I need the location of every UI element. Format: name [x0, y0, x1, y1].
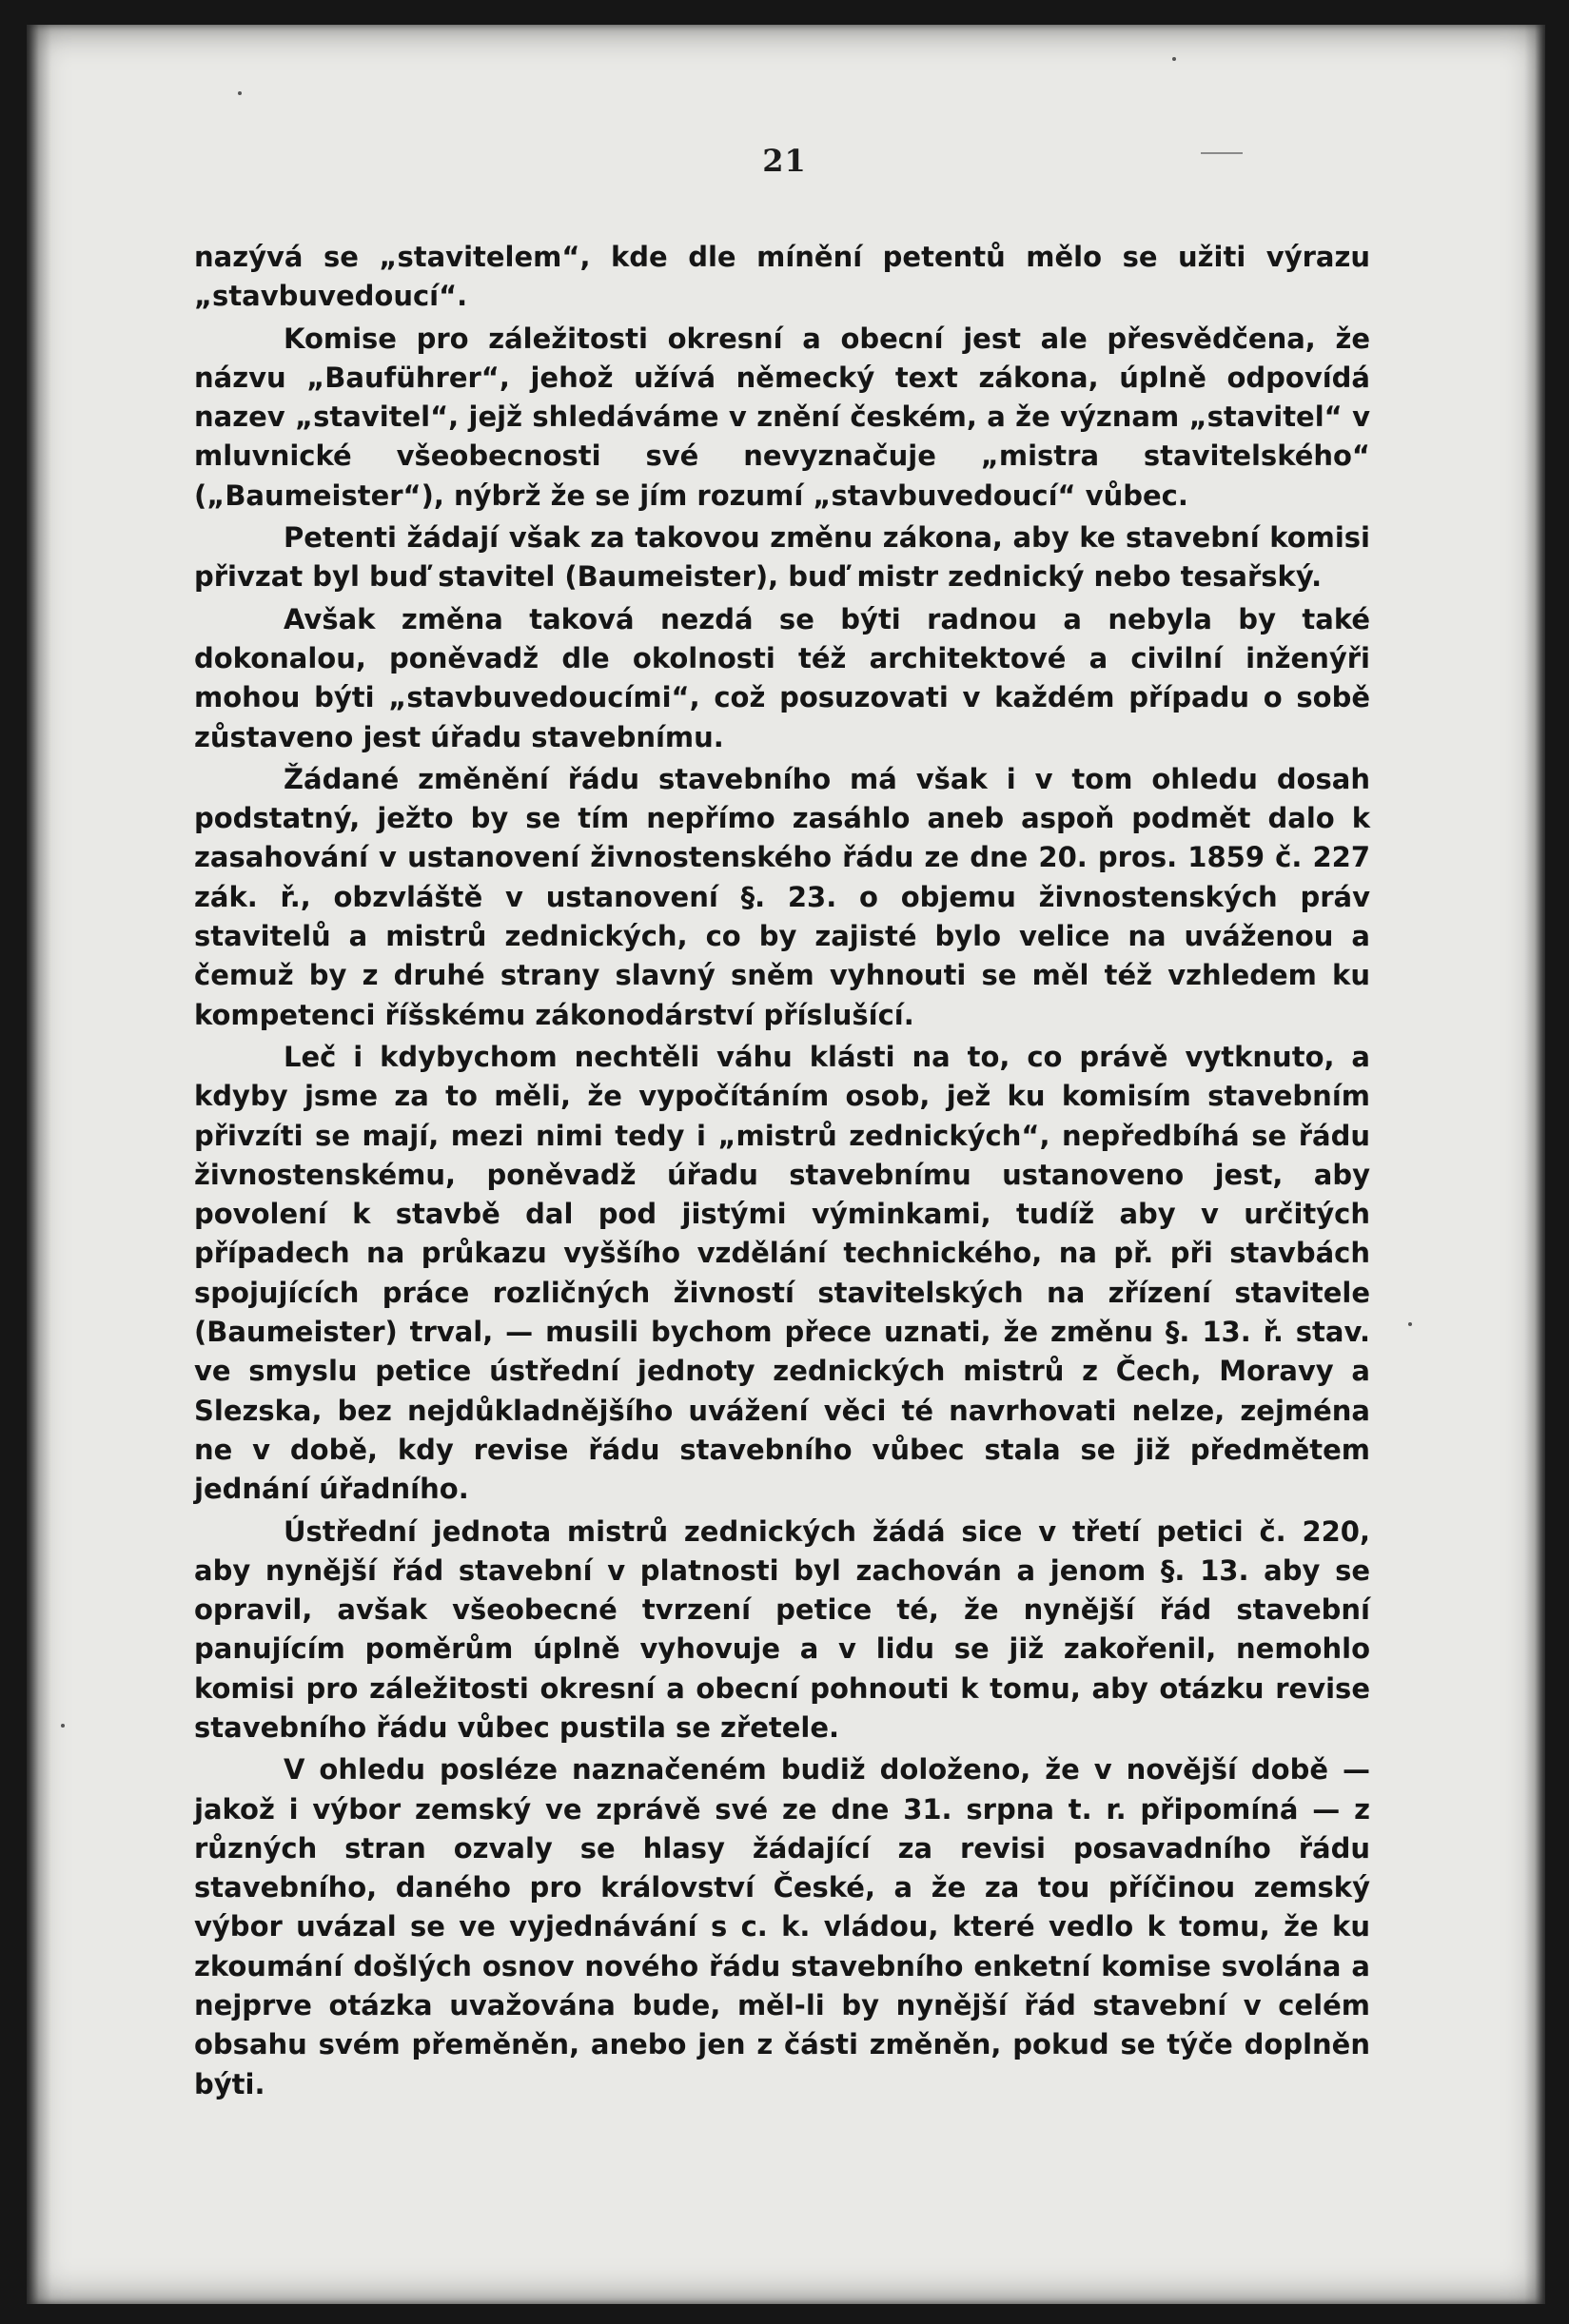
scan-speck [238, 91, 242, 95]
page-edge-shadow-right [1524, 25, 1545, 2304]
paragraph: Komise pro záležitosti okresní a obecní jest ale přesvědčena, že názvu „Bauführer“, jehož užívá německý text zákona, úplně odpovídá nazev „stavitel“, jejž shledáváme v znění českém, a že význam „stavitel“ v mluvnické všeobecnosti své nevyznačuje „mistra stavitelského“ („Baumeister“), nýbrž že se jím rozumí „stavbuvedoucí“ vůbec. [194, 322, 1370, 512]
page-edge-shadow-left [27, 25, 51, 2304]
paragraph: nazývá se „stavitelem“, kde dle mínění petentů mělo se užiti výrazu „stavbuvedoucí“. [194, 241, 1370, 313]
paragraph: Ústřední jednota mistrů zednických žádá sice v třetí petici č. 220, aby nynější řád stavební v platnosti byl zachován a jenom §. 13. aby se opravil, avšak všeobecné tvrzení petice té, že nynější řád stavební panujícím poměrům úplně vyhovuje a v lidu se již zakořenil, nemohlo komisi pro záležitosti okresní a obecní pohnouti k tomu, aby otázku revise stavebního řádu vůbec pustila se zřetele. [194, 1514, 1370, 1744]
scan-speck [61, 1724, 65, 1728]
body-text [194, 238, 1370, 2107]
paragraph: Žádané změnění řádu stavebního má však i v tom ohledu dosah podstatný, ježto by se tím nepřímo zasáhlo aneb aspoň podmět dalo k zasahování v ustanovení živnostenského řádu ze dne 20. pros. 1859 č. 227 zák. ř., obzvláště v ustanovení §. 23. o objemu živnostenských práv stavitelů a mistrů zednických, co by zajisté bylo velice na uváženou a čemuž by z druhé strany slavný sněm vyhnouti se měl též vzhledem ku kompetenci říšskému zákonodárství příslušící. [194, 762, 1370, 1031]
paragraph: Petenti žádají však za takovou změnu zákona, aby ke stavební komisi přivzat byl buď stavitel (Baumeister), buď mistr zednický nebo tesařský. [194, 521, 1370, 594]
scan-speck [1172, 57, 1176, 61]
scan-speck [1408, 1322, 1412, 1326]
margin-mark [1201, 152, 1243, 154]
page-number: 21 [762, 143, 807, 179]
paragraph: Avšak změna taková nezdá se býti radnou a nebyla by také dokonalou, poněvadž dle okolnosti též architektové a civilní inženýři mohou býti „stavbuvedoucími“, což posuzovati v každém případu o sobě zůstaveno jest úřadu stavebnímu. [194, 602, 1370, 753]
paragraph: V ohledu posléze naznačeném budiž doloženo, že v novější době — jakož i výbor zemský ve zprávě své ze dne 31. srpna t. r. připomíná — z různých stran ozvaly se hlasy žádající za revisi posavadního řádu stavebního, daného pro království České, a že za tou příčinou zemský výbor uvázal se ve vyjednávání s c. k. vládou, které vedlo k tomu, že ku zkoumání došlých osnov nového řádu stavebního enketní komise svolána a nejprve otázka uvažována bude, měl-li by nynější řád stavební v celém obsahu svém přeměněn, anebo jen z části změněn, pokud se týče doplněn býti. [194, 1753, 1370, 2100]
paragraph: Leč i kdybychom nechtěli váhu klásti na to, co právě vytknuto, a kdyby jsme za to měli, že vypočítáním osob, jež ku komisím stavebním přivzíti se mají, mezi nimi tedy i „mistrů zednických“, nepředbíhá se řádu živnostenskému, poněvadž úřadu stavebnímu ustanoveno jest, aby povolení k stavbě dal pod jistými výminkami, tudíž aby v určitých případech na průkazu vyššího vzdělání technického, na př. při stavbách spojujících práce rozličných živností stavitelských na zřízení stavitele (Baumeister) trval, — musili bychom přece uznati, že změnu §. 13. ř. stav. ve smyslu petice ústřední jednoty zednických mistrů z Čech, Moravy a Slezska, bez nejdůkladnějšího uvážení věci té navrhovati nelze, zejména ne v době, kdy revise řádu stavebního vůbec stala se již předmětem jednání úřadního. [194, 1040, 1370, 1506]
